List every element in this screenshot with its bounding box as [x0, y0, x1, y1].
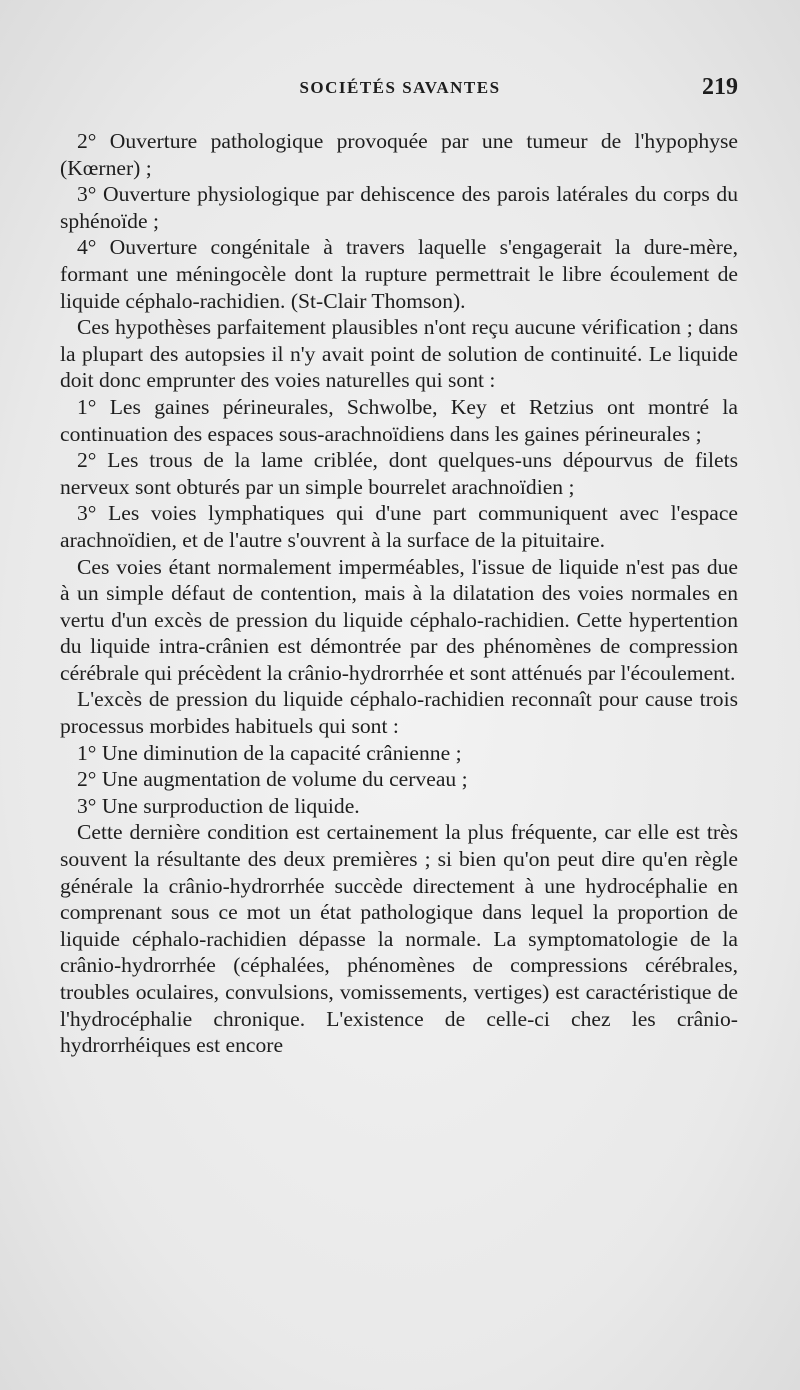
running-head: SOCIÉTÉS SAVANTES: [299, 78, 501, 97]
paragraph: 2° Une augmentation de volume du cerveau ;: [77, 767, 468, 792]
paragraph: 3° Ouverture physiologique par dehiscence des parois latérales du corps du sphénoïde ;: [60, 182, 738, 233]
paragraph: L'excès de pression du liquide céphalo-rachidien reconnaît pour cause trois processus morbides habituels qui sont :: [60, 687, 738, 739]
page-header: [60, 74, 740, 108]
paragraph: 3° Une surproduction de liquide.: [77, 793, 360, 818]
body-text: [60, 128, 738, 1059]
paragraph: 4° Ouverture congénitale à travers laquelle s'engagerait la dure-mère, formant une méningocèle dont la rupture permettrait le libre écoulement de liquide céphalo-rachidien. (St-Clair Thomson).: [60, 235, 738, 313]
paragraph: 1° Les gaines périneurales, Schwolbe, Key et Retzius ont montré la continuation des espaces sous-arachnoïdiens dans les gaines périneurales ;: [60, 394, 738, 446]
paragraph: Ces hypothèses parfaitement plausibles n'ont reçu aucune vérification ; dans la plupart des autopsies il n'y avait point de solution de continuité. Le liquide doit donc emprunter des voies naturelles qui sont :: [60, 315, 738, 393]
paragraph: 3° Les voies lymphatiques qui d'une part communiquent avec l'espace arachnoïdien, et de l'autre s'ouvrent à la surface de la pituitaire.: [60, 501, 738, 552]
paragraph: Ces voies étant normalement imperméables, l'issue de liquide n'est pas due à un simple défaut de contention, mais à la dilatation des voies normales en vertu d'un excès de pression du liquide céphalo-rachidien. Cette hypertention du liquide intra-crânien est démontrée par des phénomènes de compression cérébrale qui précèdent la crânio-hydrorrhée et sont atténués par l'écoulement.: [60, 554, 738, 685]
paragraph: Cette dernière condition est certainement la plus fréquente, car elle est très souvent la résultante des deux premières ; si bien qu'on peut dire qu'en règle générale la crânio-hydrorrhée succède directement à une hydrocéphalie en comprenant sous ce mot un état pathologique dans lequel la proportion de liquide céphalo-rachidien dépasse la normale. La symptomatologie de la crânio-hydrorrhée (céphalées, phénomènes de compressions cérébrales, troubles oculaires, convulsions, vomissements, vertiges) est caractéristique de l'hydrocéphalie chronique. L'existence de celle-ci chez les crânio-hydrorrhéiques est encore: [60, 820, 738, 1058]
paragraph: 2° Ouverture pathologique provoquée par une tumeur de l'hypophyse (Kœrner) ;: [60, 129, 738, 180]
paragraph: 2° Les trous de la lame criblée, dont quelques-uns dépourvus de filets nerveux sont obturés par un simple bourrelet arachnoïdien ;: [60, 448, 738, 499]
paragraph: 1° Une diminution de la capacité crânienne ;: [77, 740, 462, 765]
page-number: 219: [702, 74, 738, 100]
